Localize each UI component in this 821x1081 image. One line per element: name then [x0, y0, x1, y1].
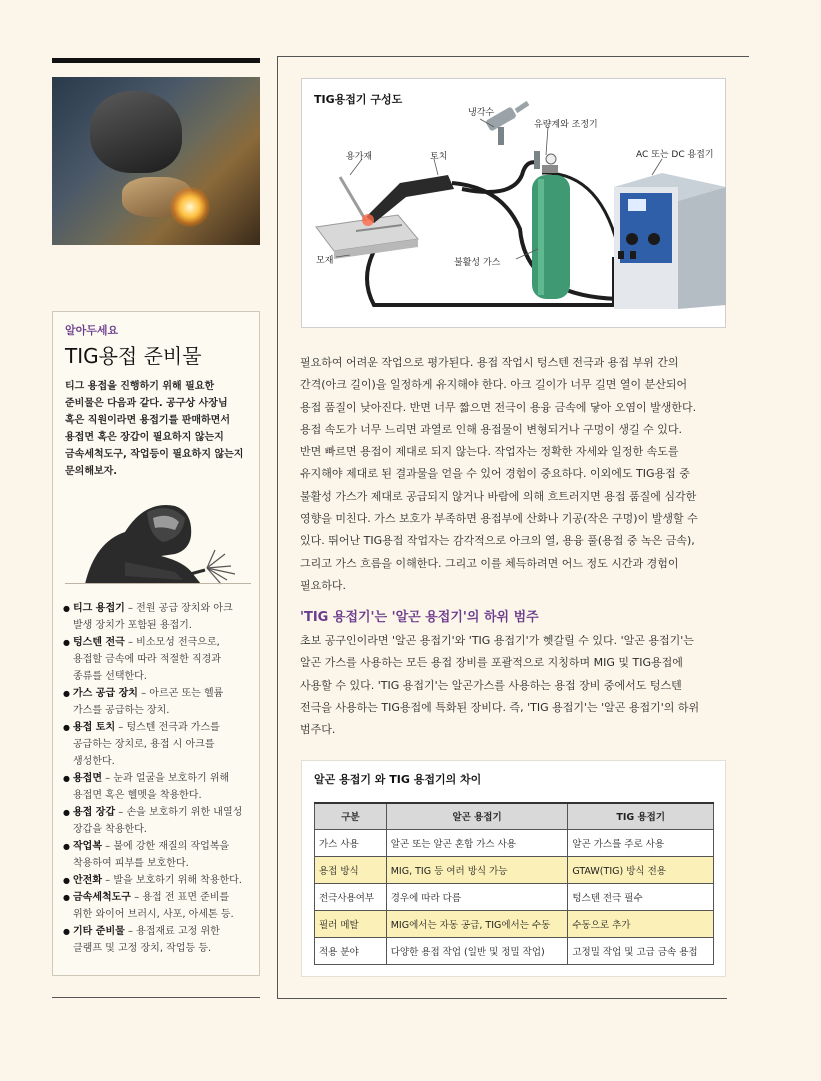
table-cell: 수동으로 추가	[568, 910, 714, 937]
table-cell: 고정밀 작업 및 고급 금속 용접	[568, 937, 714, 964]
bottom-rule-left	[52, 997, 260, 998]
welder-silhouette-illustration	[65, 492, 245, 588]
list-item: ● 텅스텐 전극 – 비소모성 전극으로, 용접할 금속에 따라 적절한 직경과 종류를 선택한다.	[63, 634, 255, 685]
table-header-cell: TIG 용접기	[568, 803, 714, 829]
table-cell: MIG에서는 자동 공급, TIG에서는 수동	[386, 910, 568, 937]
table-row	[315, 856, 714, 883]
table-cell: 경우에 따라 다름	[386, 883, 568, 910]
table-row	[315, 937, 714, 964]
list-item: ● 용접 토치 – 텅스텐 전극과 가스를 공급하는 장치로, 용접 시 아크를 생성한다.	[63, 719, 255, 770]
welding-spark-image	[170, 187, 210, 227]
table-header-cell: 알곤 용접기	[386, 803, 568, 829]
prep-items-list	[63, 600, 255, 957]
welder-photo	[52, 77, 260, 245]
table-cell: 가스 사용	[315, 829, 387, 856]
label-torch: 토치	[430, 152, 448, 162]
list-item: ● 티그 용접기 – 전원 공급 장치와 아크 발생 장치가 포함된 용접기.	[63, 600, 255, 634]
label-filler: 용가재	[346, 152, 373, 162]
tig-diagram	[301, 78, 726, 328]
table-cell: 필러 메탈	[315, 910, 387, 937]
table-cell: 용접 방식	[315, 856, 387, 883]
label-flowmeter: 유량계와 조정기	[534, 120, 598, 130]
list-item: ● 안전화 – 발을 보호하기 위해 착용한다.	[63, 872, 255, 889]
table-row	[315, 883, 714, 910]
sidebar-intro: 티그 용접을 진행하기 위해 필요한 준비물은 다음과 같다. 공구상 사장님 혹은 직원이라면 용접기를 판매하면서 용접면 혹은 장갑이 필요하지 않는지 금속세척도구, 작업등이 필요하지 않는지 문의해보자.	[65, 381, 244, 477]
sidebar-divider	[65, 583, 251, 584]
table-cell: 텅스텐 전극 필수	[568, 883, 714, 910]
list-item: ● 용접 장갑 – 손을 보호하기 위한 내열성 장갑을 착용한다.	[63, 804, 255, 838]
list-item: ● 가스 공급 장치 – 아르곤 또는 헬륨 가스를 공급하는 장치.	[63, 685, 255, 719]
table-cell: MIG, TIG 등 여러 방식 가능	[386, 856, 568, 883]
sidebar-kicker: 알아두세요	[65, 324, 119, 337]
welding-helmet-image	[90, 91, 182, 173]
table-cell: GTAW(TIG) 방식 전용	[568, 856, 714, 883]
label-base-metal: 모재	[316, 256, 334, 266]
article-paragraph-2: 초보 공구인이라면 '알곤 용접기'와 'TIG 용접기'가 헷갈릴 수 있다. '알곤 용접기'는 알곤 가스를 사용하는 모든 용접 장비를 포괄적으로 지칭하며 MIG 및 TIG용접에 사용할 수 있다. 'TIG 용접기'는 알곤가스를 사용하는 용접 장비 중에서도 텅스텐 전극을 사용하는 TIG용접에 특화된 장비다. 즉, 'TIG 용접기'는 '알곤 용접기'의 하위 범주다.	[300, 634, 700, 737]
table-cell: 적용 분야	[315, 937, 387, 964]
comparison-table-box	[301, 760, 726, 977]
label-inert-gas: 불활성 가스	[454, 258, 501, 268]
table-row	[315, 910, 714, 937]
list-item: ● 작업복 – 불에 강한 재질의 작업복을 착용하여 피부를 보호한다.	[63, 838, 255, 872]
article-paragraph-1: 필요하여 어려운 작업으로 평가된다. 용접 작업시 텅스텐 전극과 용접 부위 간의 간격(아크 길이)을 일정하게 유지해야 한다. 아크 길이가 너무 길면 열이 분산되어 용접 품질이 낮아진다. 반면 너무 짧으면 전극이 용융 금속에 닿아 오염이 발생한다. 용접 속도가 너무 느리면 과열로 인해 용접물이 변형되거나 구멍이 생길 수 있다. 반면 빠르면 용접이 제대로 되지 않는다. 작업자는 정확한 자세와 일정한 속도를 유지해야 제대로 된 결과물을 얻을 수 있어 경험이 중요하다. 이외에도 TIG용접 중 불활성 가스가 제대로 공급되지 않거나 바람에 의해 흐트러지면 용접 품질에 심각한 영향을 미친다. 가스 보호가 부족하면 용접부에 산화나 기공(작은 구멍)이 발생할 수 있다. 뛰어난 TIG용접 작업자는 감각적으로 아크의 열, 용융 풀(용접 중 녹은 금속), 그리고 가스 흐름을 이해한다. 그리고 이를 체득하려면 어느 정도 시간과 경험이 필요하다.	[300, 356, 698, 592]
comparison-table	[314, 802, 714, 965]
table-header-row	[315, 803, 714, 829]
tig-diagram-graphic	[302, 79, 727, 329]
top-rule	[52, 58, 260, 63]
table-cell: 전극사용여부	[315, 883, 387, 910]
list-item: ● 용접면 – 눈과 얼굴을 보호하기 위해 용접면 혹은 헬멧을 착용한다.	[63, 770, 255, 804]
table-row	[315, 829, 714, 856]
sidebar-title: TIG용접 준비물	[65, 344, 202, 368]
section-heading: 'TIG 용접기'는 '알곤 용접기'의 하위 범주	[300, 610, 539, 625]
diagram-title: TIG용접기 구성도	[314, 93, 403, 106]
label-power-source: AC 또는 DC 용접기	[636, 150, 714, 160]
list-item: ● 기타 준비물 – 용접재료 고정 위한 클램프 및 고정 장치, 작업등 등.	[63, 923, 255, 957]
bottom-rule-right	[277, 998, 727, 999]
table-cell: 알곤 가스를 주로 사용	[568, 829, 714, 856]
table-title: 알곤 용접기 와 TIG 용접기의 차이	[314, 773, 482, 786]
table-cell: 알곤 또는 알곤 혼합 가스 사용	[386, 829, 568, 856]
table-header-cell: 구분	[315, 803, 387, 829]
sidebar-box	[52, 311, 260, 976]
table-cell: 다양한 용접 작업 (일반 및 정밀 작업)	[386, 937, 568, 964]
label-coolant: 냉각수	[468, 108, 495, 118]
list-item: ● 금속세척도구 – 용접 전 표면 준비를 위한 와이어 브러시, 사포, 아세톤 등.	[63, 889, 255, 923]
